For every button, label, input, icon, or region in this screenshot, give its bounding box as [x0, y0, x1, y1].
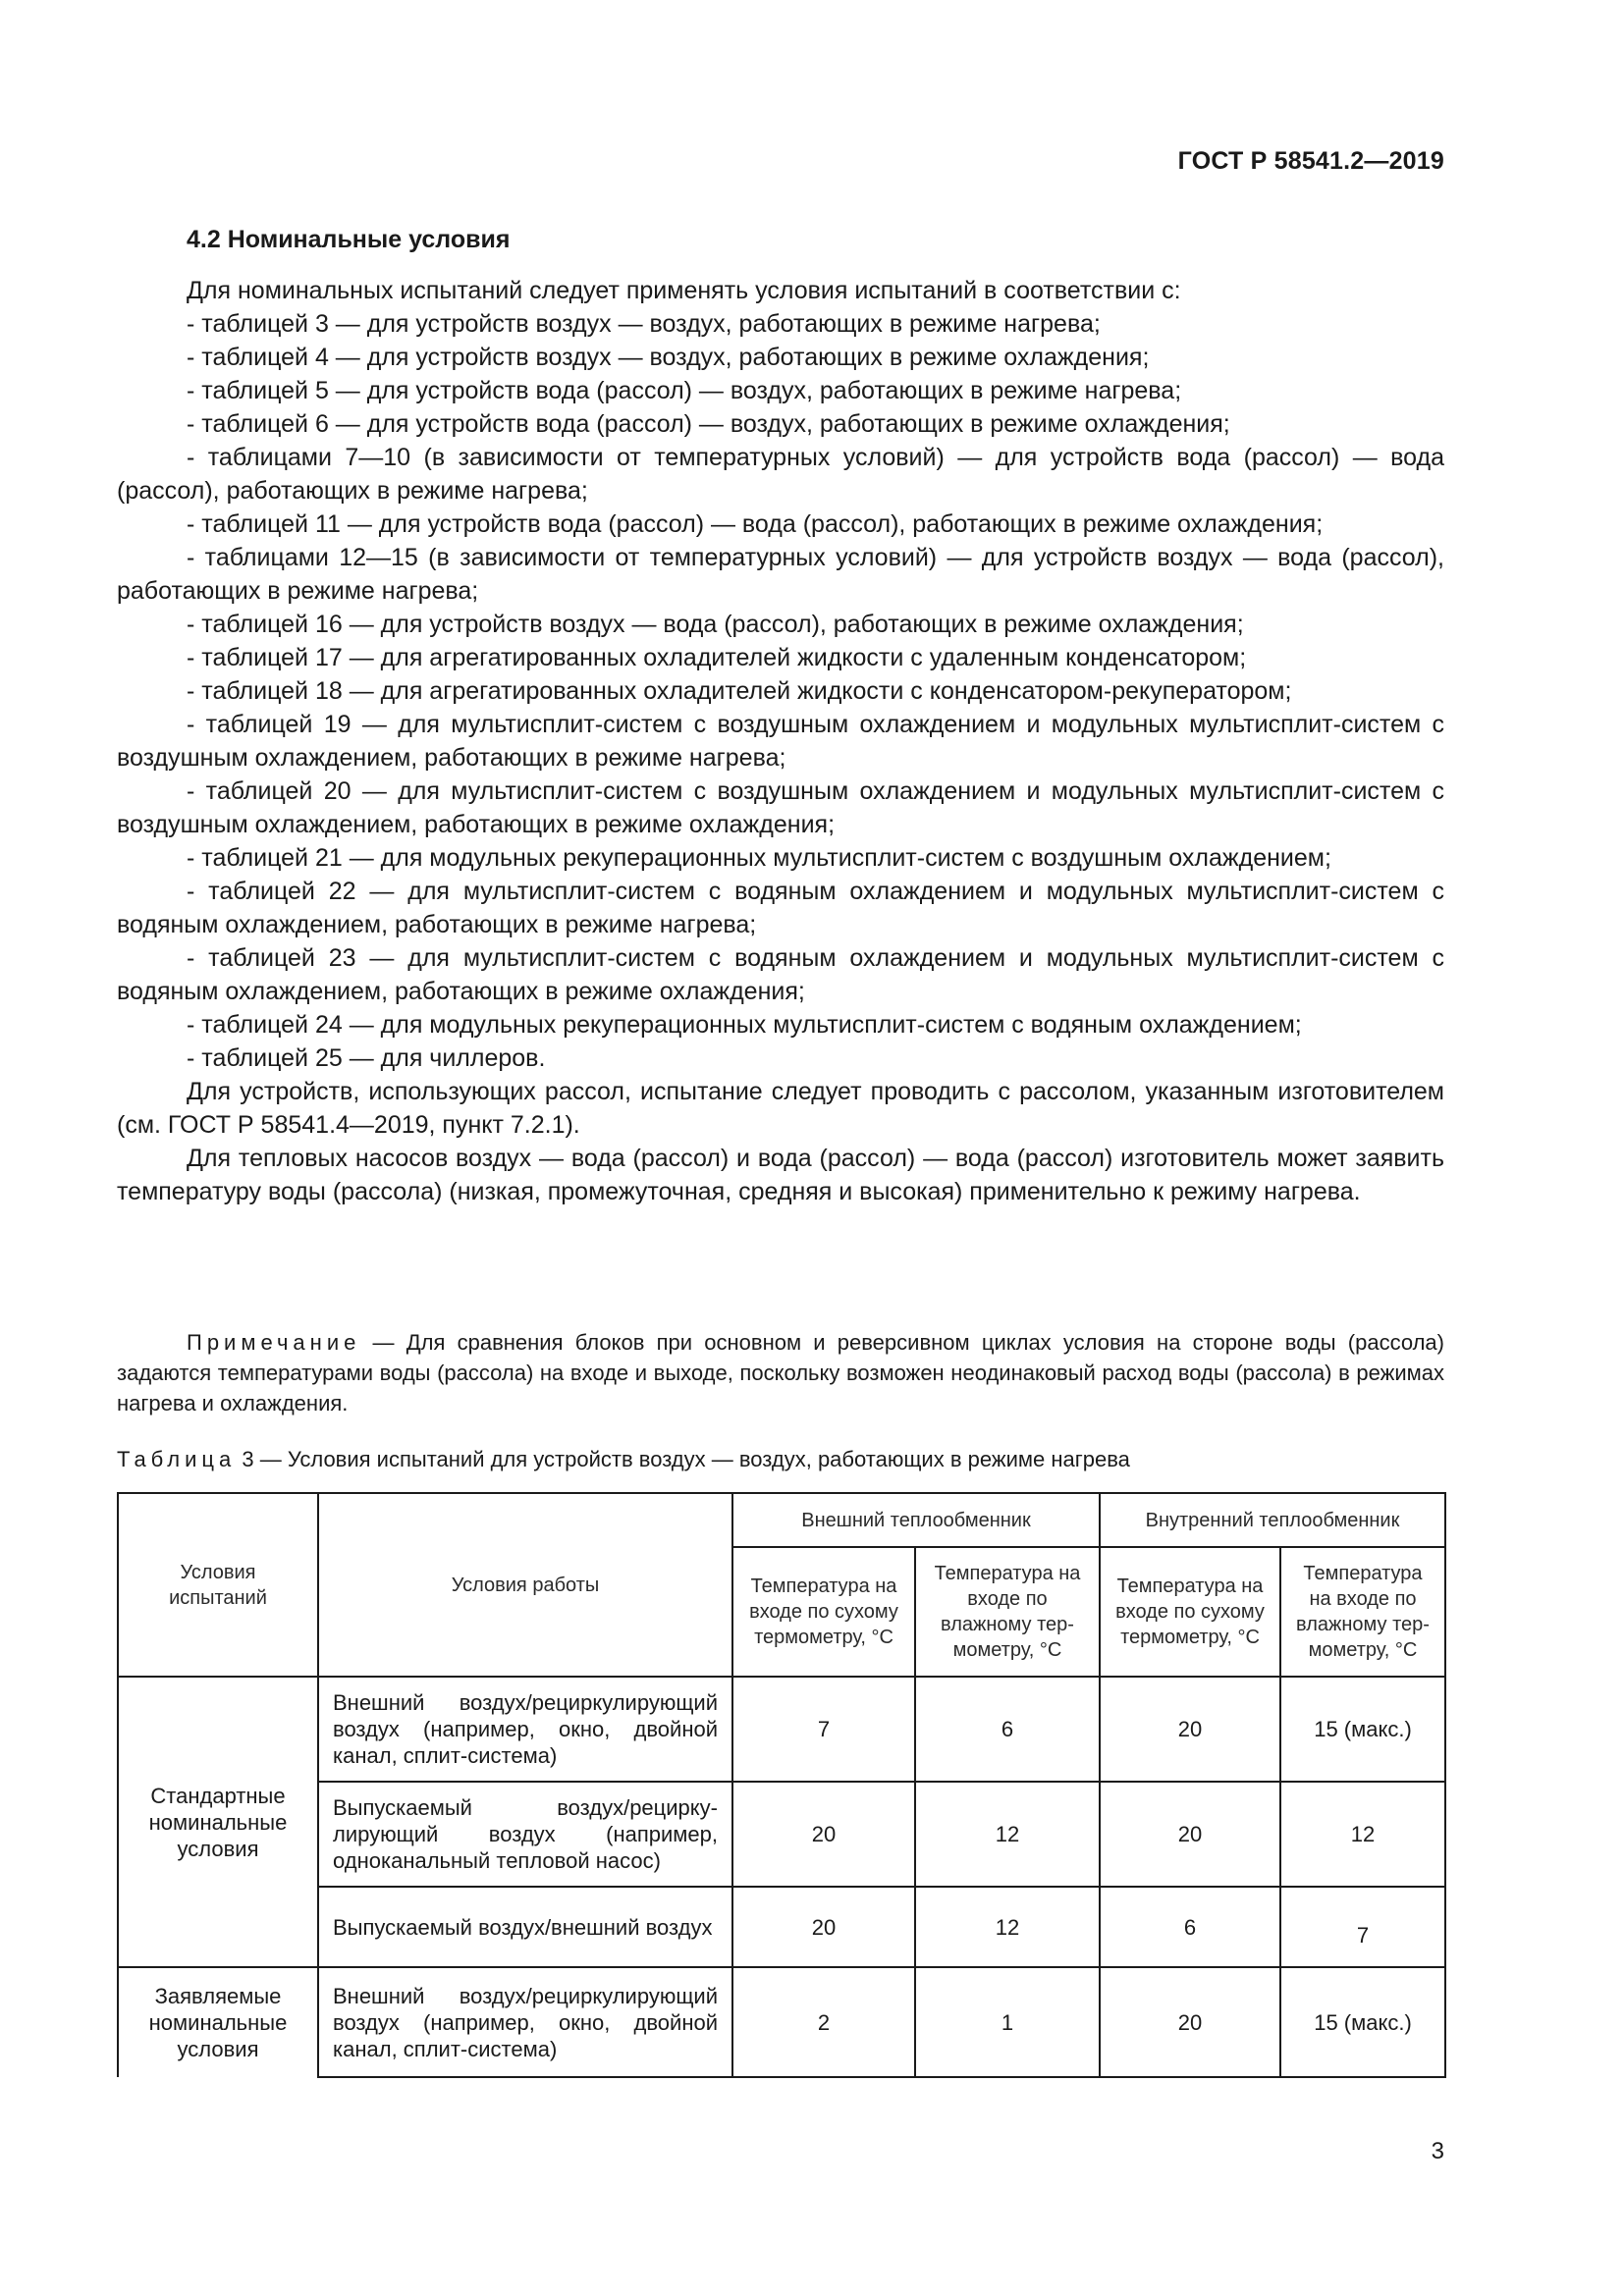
header-outdoor-dry-bulb: Температура на входе по сухому термометру, °С: [732, 1547, 915, 1677]
list-item: - таблицей 4 — для устройств воздух — воздух, работающих в режиме охлаждения;: [187, 344, 1150, 371]
list-item: - таблицей 16 — для устройств воздух — вода (рассол), работающих в режиме охлаждения;: [187, 611, 1244, 638]
value-cell: 20: [1100, 1677, 1280, 1782]
value-cell: 2: [732, 1967, 915, 2077]
table-row: [118, 1677, 1445, 1782]
standard-designation: ГОСТ Р 58541.2—2019: [1177, 147, 1444, 175]
section-title: 4.2 Номинальные условия: [187, 226, 511, 253]
operating-condition: Внешний воздух/рециркулирующий воздух (например, окно, двойной канал, сплит-система): [318, 1967, 732, 2077]
header-test-conditions: Условия испытаний: [118, 1493, 318, 1677]
operating-condition: Внешний воздух/рециркулирующий воздух (например, окно, двойной канал, сплит-система): [318, 1677, 732, 1782]
list-item: - таблицей 23 — для мультисплит-систем с водяным охлаждением и модульных мультисплит-систем с водяным охлаждением, работающих в режиме охлаждения;: [117, 944, 1444, 1005]
value-cell: 20: [1100, 1782, 1280, 1887]
value-cell: 15 (макс.): [1280, 1967, 1445, 2077]
note: [117, 1327, 1444, 1418]
list-item: - таблицей 5 — для устройств вода (рассол) — воздух, работающих в режиме нагрева;: [187, 377, 1182, 404]
note-text: — Для сравнения блоков при основном и реверсивном циклах условия на стороне воды (рассола) задаются температурами воды (рассола) на входе и выходе, поскольку возможен неодинаковый расход воды (рассола) в режимах нагрева и охлаждения.: [117, 1330, 1444, 1415]
table-caption: [117, 1445, 1444, 1474]
header-indoor-dry-bulb: Температура на входе по сухому термометру, °С: [1100, 1547, 1280, 1677]
list-item: - таблицами 12—15 (в зависимости от температурных условий) — для устройств воздух — вода (рассол), работающих в режиме нагрева;: [117, 544, 1444, 605]
value-cell: 1: [915, 1967, 1100, 2077]
value-cell: 20: [732, 1782, 915, 1887]
list-item: - таблицей 25 — для чиллеров.: [187, 1044, 546, 1072]
operating-condition: Выпускаемый воздух/внешний воздух: [318, 1887, 732, 1967]
list-item: - таблицей 17 — для агрегатированных охладителей жидкости с удаленным конденсатором;: [187, 644, 1247, 671]
value-cell: 12: [1280, 1782, 1445, 1887]
header-outdoor-hx: Внешний теплообменник: [732, 1493, 1100, 1547]
value-cell: 6: [915, 1677, 1100, 1782]
value-cell: 20: [732, 1887, 915, 1967]
list-item: - таблицей 11 — для устройств вода (рассол) — вода (рассол), работающих в режиме охлаждения;: [187, 510, 1324, 538]
value-cell: 6: [1100, 1887, 1280, 1967]
group-name: Заявляемые номинальные условия: [118, 1967, 318, 2077]
value-cell: 7: [1280, 1887, 1445, 1967]
table-row: [118, 1967, 1445, 2077]
group-name: Стандартные номинальные условия: [118, 1677, 318, 1967]
value-cell: 20: [1100, 1967, 1280, 2077]
list-item: - таблицами 7—10 (в зависимости от температурных условий) — для устройств вода (рассол) — вода (рассол), работающих в режиме нагрева;: [117, 444, 1444, 505]
intro-paragraph: Для номинальных испытаний следует применять условия испытаний в соответствии с:: [187, 277, 1181, 304]
value-cell: 7: [732, 1677, 915, 1782]
operating-condition: Выпускаемый воздух/рециркулирующий воздух (например, одноканальный тепловой насос): [318, 1782, 732, 1887]
value-cell: 12: [915, 1887, 1100, 1967]
list-item: - таблицей 21 — для модульных рекуперационных мультисплит-систем с воздушным охлаждением;: [187, 844, 1331, 872]
header-indoor-hx: Внутренний теплообменник: [1100, 1493, 1445, 1547]
list-item: - таблицей 18 — для агрегатированных охладителей жидкости с конденсатором-рекуператором;: [187, 677, 1292, 705]
table-caption-label: Таблица: [117, 1447, 237, 1471]
header-indoor-wet-bulb: Температура на входе по влажному термометру, °С: [1280, 1547, 1445, 1677]
list-item: - таблицей 22 — для мультисплит-систем с водяным охлаждением и модульных мультисплит-систем с водяным охлаждением, работающих в режиме нагрева;: [117, 878, 1444, 938]
list-item: - таблицей 19 — для мультисплит-систем с воздушным охлаждением и модульных мультисплит-систем с воздушным охлаждением, работающих в режиме нагрева;: [117, 711, 1444, 772]
page-number: 3: [1431, 2138, 1444, 2164]
brine-paragraph: Для устройств, использующих рассол, испытание следует проводить с рассолом, указанным изготовителем (см. ГОСТ Р 58541.4—2019, пункт 7.2.1).: [117, 1078, 1444, 1139]
value-cell: 12: [915, 1782, 1100, 1887]
body-text: [117, 274, 1444, 1208]
list-item: - таблицей 3 — для устройств воздух — воздух, работающих в режиме нагрева;: [187, 310, 1101, 338]
header-outdoor-wet-bulb: Температура на входе по влажному термометру, °С: [915, 1547, 1100, 1677]
conditions-table: [117, 1492, 1446, 2078]
table-header-row: [118, 1493, 1445, 1547]
table-caption-text: 3 — Условия испытаний для устройств воздух — воздух, работающих в режиме нагрева: [242, 1447, 1130, 1471]
list-item: - таблицей 20 — для мультисплит-систем с воздушным охлаждением и модульных мультисплит-систем с воздушным охлаждением, работающих в режиме охлаждения;: [117, 777, 1444, 838]
list-item: - таблицей 24 — для модульных рекуперационных мультисплит-систем с водяным охлаждением;: [187, 1011, 1302, 1039]
heatpump-paragraph: Для тепловых насосов воздух — вода (рассол) и вода (рассол) — вода (рассол) изготовитель может заявить температуру воды (рассола) (низкая, промежуточная, средняя и высокая) применительно к режиму нагрева.: [117, 1145, 1444, 1205]
note-label: Примечание: [187, 1330, 361, 1355]
value-cell: 15 (макс.): [1280, 1677, 1445, 1782]
list-item: - таблицей 6 — для устройств вода (рассол) — воздух, работающих в режиме охлаждения;: [187, 410, 1230, 438]
header-operating-conditions: Условия работы: [318, 1493, 732, 1677]
